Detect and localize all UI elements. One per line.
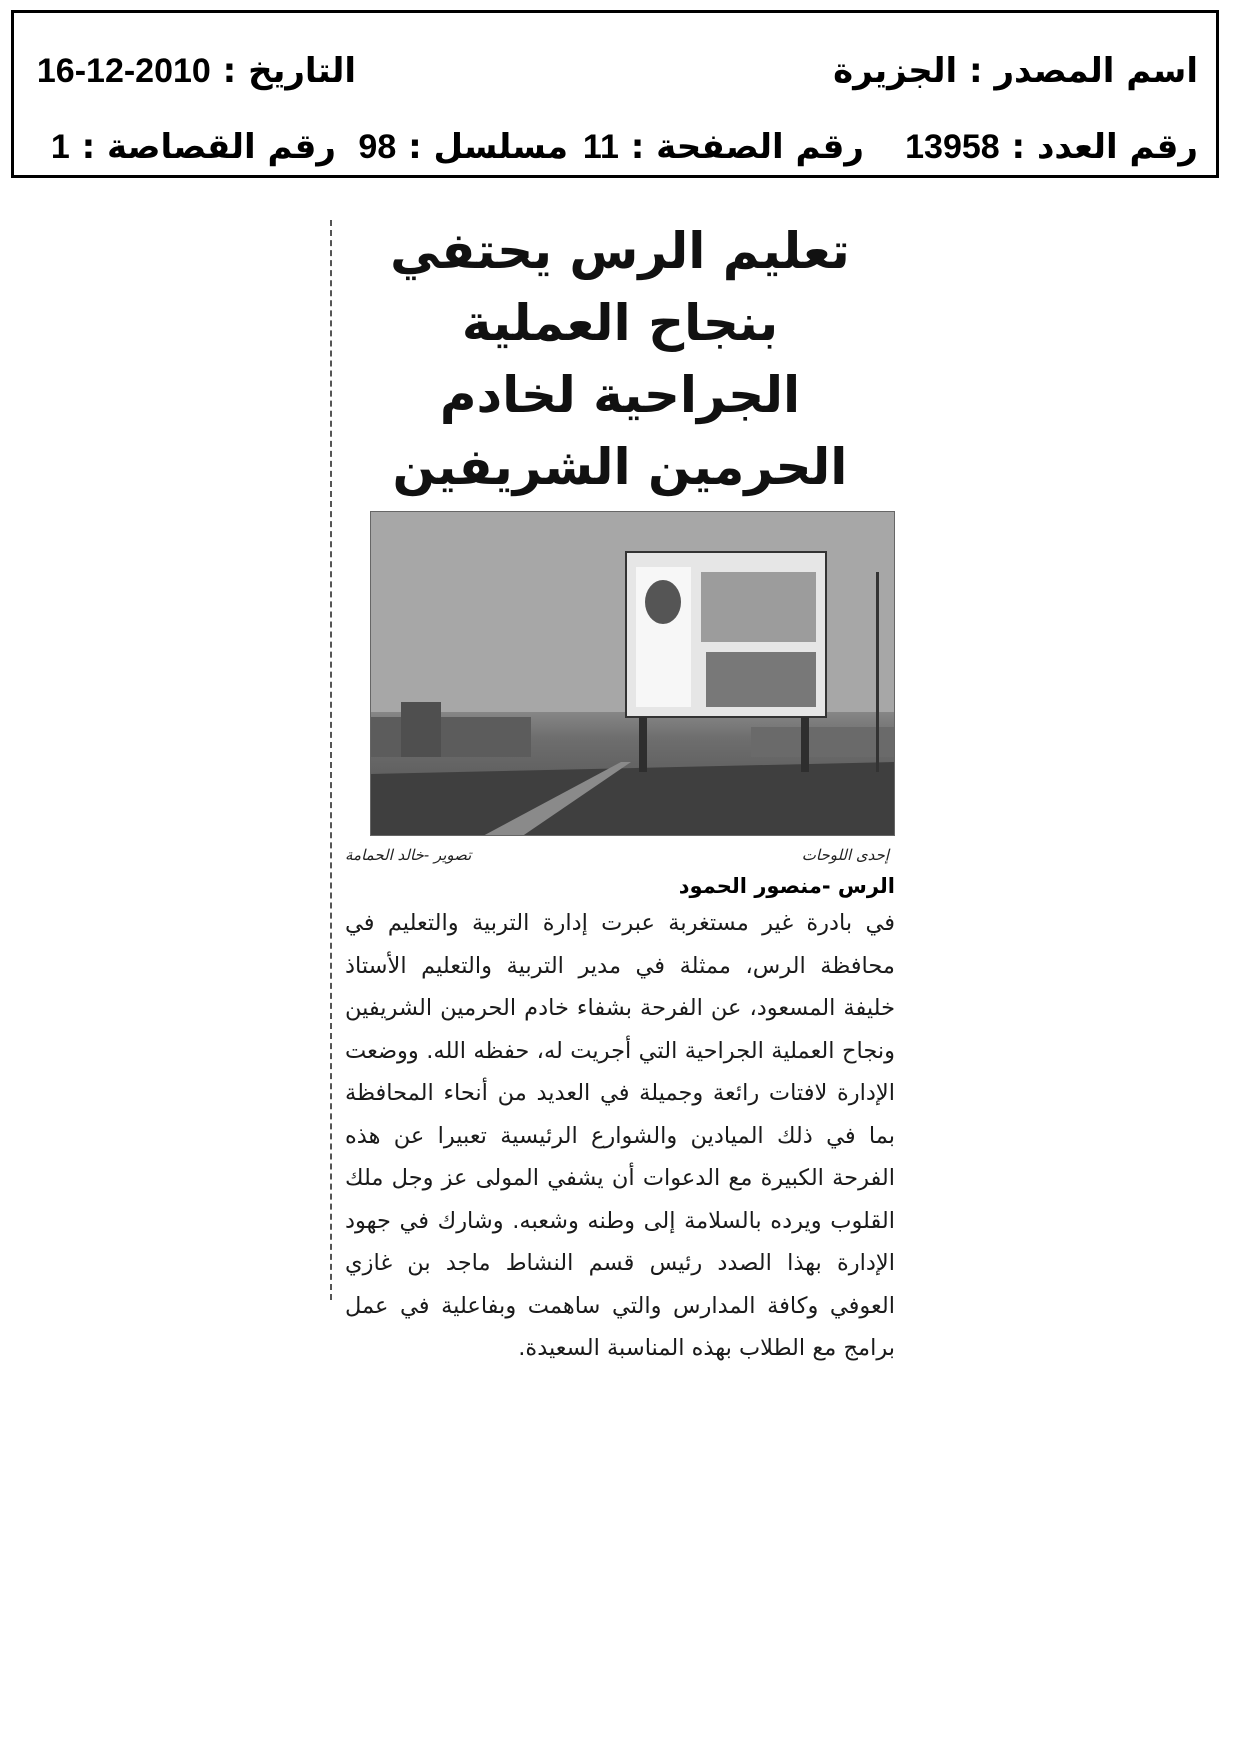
photo-buildings-right xyxy=(751,727,895,757)
date-field xyxy=(37,51,356,91)
photo-road xyxy=(371,762,895,836)
clip-number-value: 1 xyxy=(50,128,70,166)
date-label: التاريخ : xyxy=(222,51,356,91)
billboard-photo-illustration xyxy=(371,512,895,836)
clipping-metadata-box xyxy=(11,10,1219,178)
page-number-field xyxy=(583,127,864,167)
page-number-value: 11 xyxy=(582,128,619,166)
page-number-label: رقم الصفحة : xyxy=(630,127,864,167)
photo-credit: تصوير -خالد الحمامة xyxy=(345,846,472,864)
newspaper-clipping xyxy=(345,215,895,1370)
article-photo xyxy=(370,511,895,836)
source-value: الجزيرة xyxy=(833,51,958,91)
issue-number-label: رقم العدد : xyxy=(1011,127,1198,167)
photo-billboard-text-area xyxy=(701,572,816,642)
clip-number-field xyxy=(51,127,336,167)
clip-number-label: رقم القصاصة : xyxy=(81,127,336,167)
serial-label: مسلسل : xyxy=(408,127,568,167)
issue-number-value: 13958 xyxy=(905,128,1000,166)
photo-billboard-pole-right xyxy=(801,717,809,772)
headline-line-2: الجراحية لخادم الحرمين الشريفين xyxy=(392,366,848,496)
article-headline xyxy=(345,215,895,503)
date-value: 16-12-2010 xyxy=(36,52,211,90)
clipping-cut-line xyxy=(330,220,332,1300)
article-byline: الرس -منصور الحمود xyxy=(678,874,895,898)
source-field xyxy=(833,51,1198,91)
serial-field xyxy=(358,127,568,167)
photo-captions xyxy=(345,846,895,864)
headline-line-1: تعليم الرس يحتفي بنجاح العملية xyxy=(390,222,850,352)
photo-billboard-face xyxy=(645,580,681,624)
photo-lamp-post xyxy=(876,572,879,772)
source-label: اسم المصدر : xyxy=(969,51,1198,91)
issue-number-field xyxy=(905,127,1198,167)
photo-billboard-pole-left xyxy=(639,717,647,772)
photo-caption: إحدى اللوحات xyxy=(801,846,889,864)
photo-billboard-lower xyxy=(706,652,816,707)
photo-tower xyxy=(401,702,441,757)
serial-value: 98 xyxy=(358,128,397,166)
photo-buildings-left xyxy=(371,717,531,757)
article-body: في بادرة غير مستغربة عبرت إدارة التربية والتعليم في محافظة الرس، ممثلة في مدير التربية والتعليم الأستاذ خليفة المسعود، عن الفرحة بشفاء خادم الحرمين الشريفين ونجاح العملية الجراحية التي أجريت له، حفظه الله. ووضعت الإدارة لافتات رائعة وجميلة في العديد من أنحاء المحافظة بما في ذلك الميادين والشوارع الرئيسية تعبيرا عن هذه الفرحة الكبيرة مع الدعوات أن يشفي المولى عز وجل ملك القلوب ويرده بالسلامة إلى وطنه وشعبه. وشارك في جهود الإدارة بهذا الصدد رئيس قسم النشاط ماجد بن غازي العوفي وكافة المدارس والتي ساهمت وبفاعلية في عمل برامج مع الطلاب بهذه المناسبة السعيدة. xyxy=(345,910,895,1361)
